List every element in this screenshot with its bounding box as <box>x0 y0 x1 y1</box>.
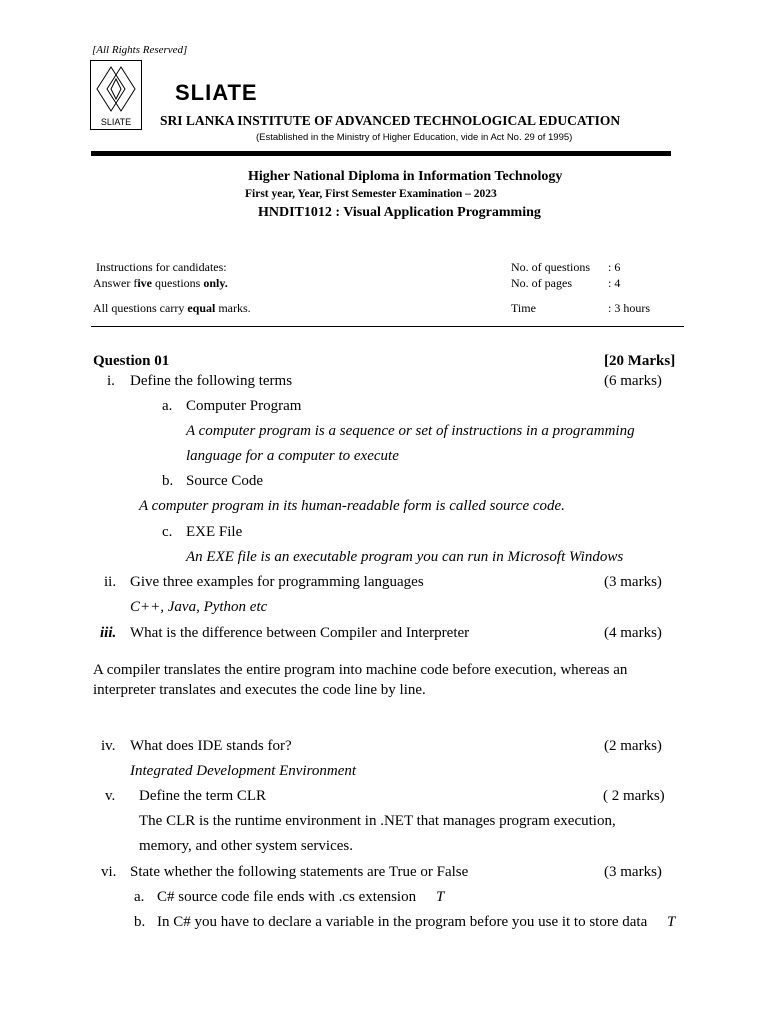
all-prefix: All questions carry <box>93 301 188 315</box>
part-i-a-label: a. <box>162 398 173 414</box>
part-i-b-label: b. <box>162 473 174 489</box>
part-iv-number: iv. <box>101 738 116 754</box>
part-iii-answer-line2: interpreter translates and executes the code line by line. <box>93 682 426 698</box>
part-vi-a-text: C# source code file ends with .cs extension <box>157 889 417 905</box>
part-vi-b-answer: T <box>667 914 676 930</box>
logo-caption: SLIATE <box>100 117 132 127</box>
part-vi-a-answer: T <box>436 889 445 905</box>
part-v-text: Define the term CLR <box>139 788 267 804</box>
diploma-title: Higher National Diploma in Information Technology <box>248 169 563 184</box>
answer-instruction <box>93 276 228 291</box>
part-iii-number: iii. <box>100 625 117 641</box>
part-iv-answer: Integrated Development Environment <box>130 763 357 779</box>
part-i-b-answer: A computer program in its human-readable form is called source code. <box>139 498 565 514</box>
pages-count-label: No. of pages <box>511 276 572 290</box>
part-vi-b-text: In C# you have to declare a variable in the program before you use it to store data <box>157 914 648 930</box>
part-v-answer-line2: memory, and other system services. <box>139 838 353 854</box>
institute-name: SRI LANKA INSTITUTE OF ADVANCED TECHNOLOGICAL EDUCATION <box>160 113 621 128</box>
rights-notice: [All Rights Reserved] <box>92 44 188 56</box>
answer-middle: questions <box>152 276 204 290</box>
part-v-marks: ( 2 marks) <box>603 788 665 804</box>
part-i-number: i. <box>107 373 115 389</box>
part-ii-text: Give three examples for programming languages <box>130 574 424 590</box>
part-v-number: v. <box>105 788 116 804</box>
sliate-logo <box>90 60 142 130</box>
part-iii-marks: (4 marks) <box>604 625 662 641</box>
part-i-marks: (6 marks) <box>604 373 662 389</box>
brand-name: SLIATE <box>175 80 258 105</box>
instructions-divider <box>91 326 684 327</box>
part-i-b-text: Source Code <box>186 473 264 489</box>
time-value: : 3 hours <box>608 301 650 315</box>
exam-session: First year, Year, First Semester Examination – 2023 <box>245 188 497 200</box>
part-vi-b-label: b. <box>134 914 146 930</box>
answer-prefix: Answer f <box>93 276 138 290</box>
part-ii-number: ii. <box>104 574 117 590</box>
answer-five: ive <box>137 276 152 290</box>
marks-instruction <box>93 301 251 316</box>
time-label: Time <box>511 301 536 315</box>
part-vi-marks: (3 marks) <box>604 864 662 880</box>
instructions-heading: Instructions for candidates: <box>96 260 227 274</box>
established-note: (Established in the Ministry of Higher Education, vide in Act No. 29 of 1995) <box>256 132 573 143</box>
pages-count-value: : 4 <box>608 276 621 290</box>
answer-only: only. <box>203 276 228 290</box>
part-iii-text: What is the difference between Compiler and Interpreter <box>130 625 470 641</box>
part-iv-marks: (2 marks) <box>604 738 662 754</box>
part-i-text: Define the following terms <box>130 373 293 389</box>
part-i-c-answer: An EXE file is an executable program you can run in Microsoft Windows <box>186 549 624 565</box>
part-ii-answer: C++, Java, Python etc <box>130 599 268 615</box>
logo-diamond-icon <box>91 63 141 115</box>
all-equal: equal <box>187 301 216 315</box>
part-i-c-label: c. <box>162 524 173 540</box>
part-ii-marks: (3 marks) <box>604 574 662 590</box>
part-i-c-text: EXE File <box>186 524 243 540</box>
question-marks: [20 Marks] <box>604 353 676 369</box>
part-vi-text: State whether the following statements are True or False <box>130 864 469 880</box>
all-suffix: marks. <box>215 301 251 315</box>
part-i-a-text: Computer Program <box>186 398 302 414</box>
course-title: HNDIT1012 : Visual Application Programming <box>258 205 541 220</box>
part-vi-a-label: a. <box>134 889 145 905</box>
part-i-a-answer-line1: A computer program is a sequence or set of instructions in a programming <box>186 423 635 439</box>
part-vi-number: vi. <box>101 864 117 880</box>
part-v-answer-line1: The CLR is the runtime environment in .NET that manages program execution, <box>139 813 616 829</box>
part-iv-text: What does IDE stands for? <box>130 738 292 754</box>
part-i-a-answer-line2: language for a computer to execute <box>186 448 399 464</box>
questions-count-value: : 6 <box>608 260 621 274</box>
part-iii-answer-line1: A compiler translates the entire program into machine code before execution, whereas an <box>93 662 628 678</box>
question-title: Question 01 <box>93 353 170 369</box>
header-divider <box>91 151 671 156</box>
questions-count-label: No. of questions <box>511 260 590 274</box>
